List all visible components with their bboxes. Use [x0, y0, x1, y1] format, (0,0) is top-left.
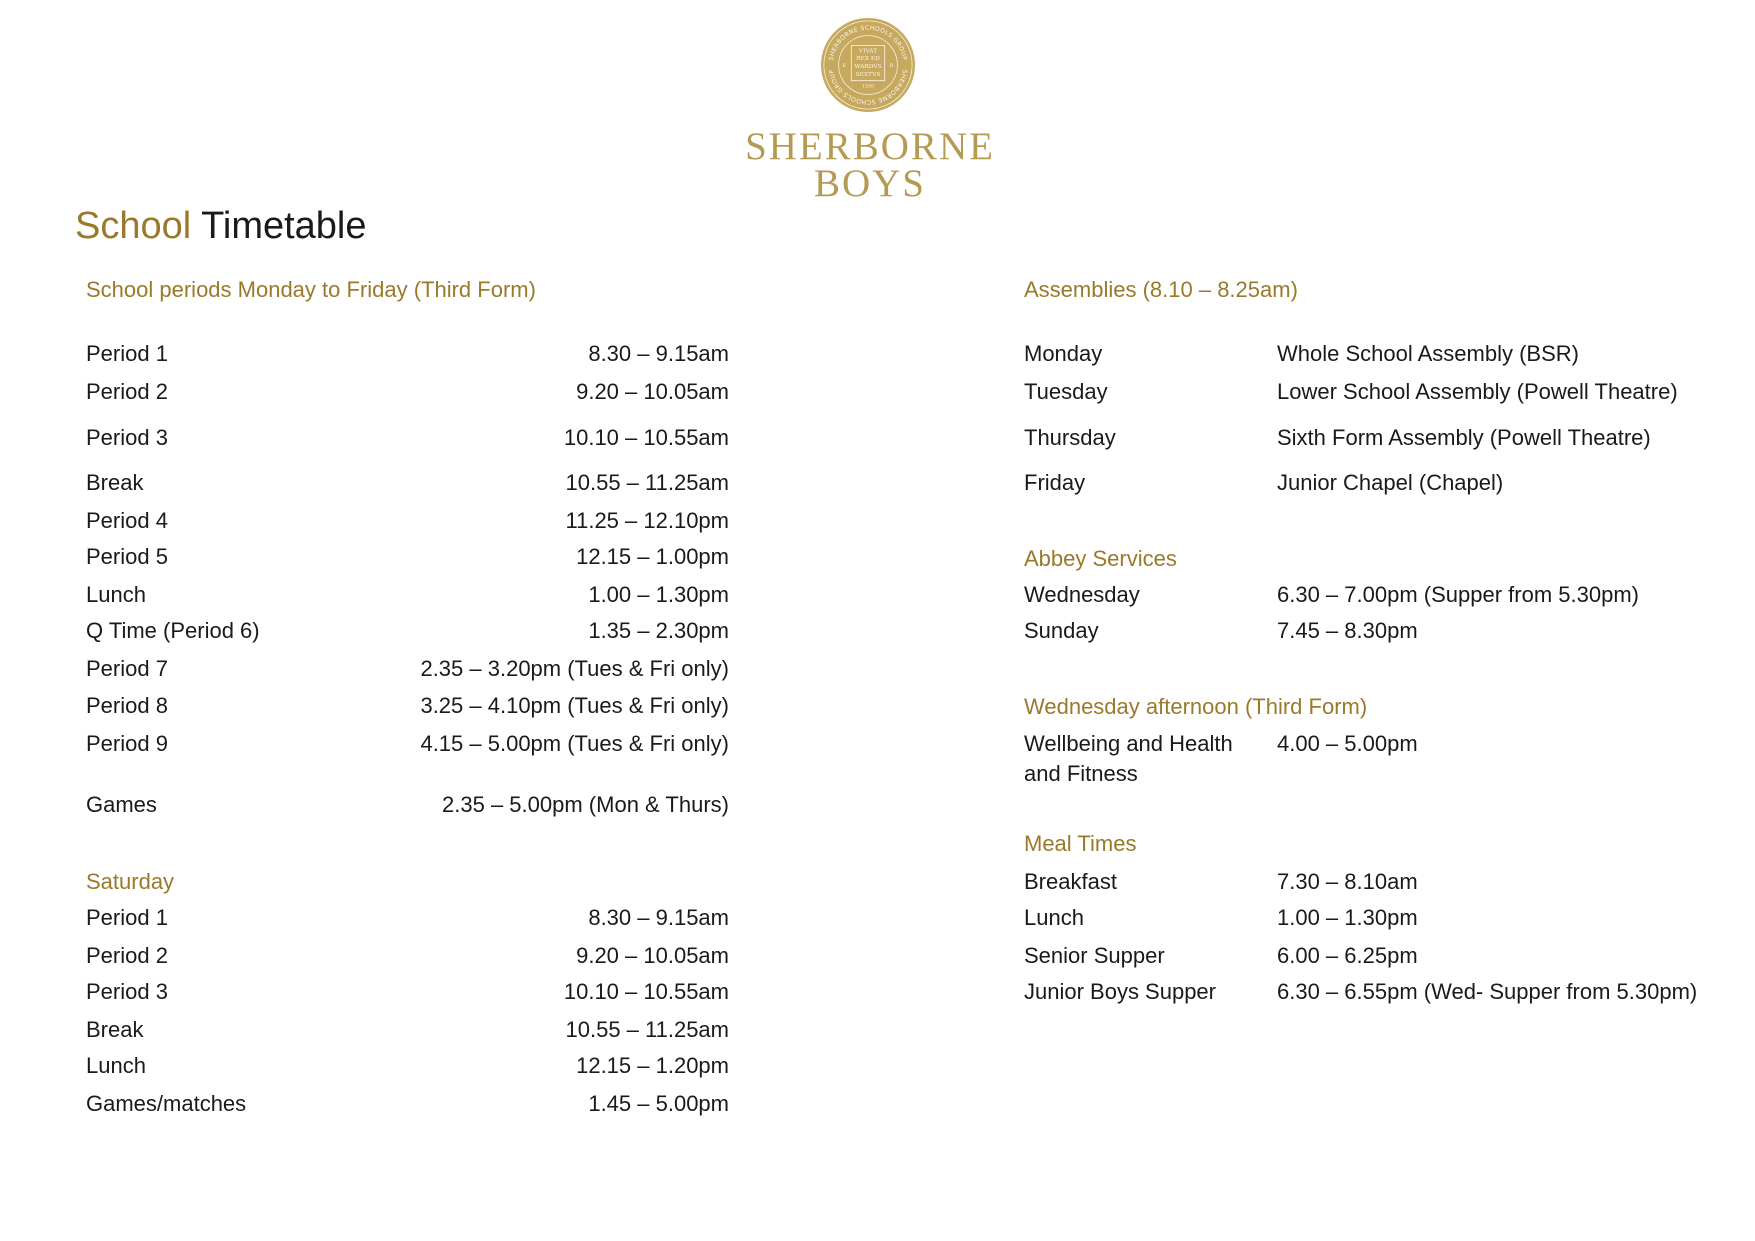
svg-text:1550: 1550	[861, 83, 875, 90]
period-label: Break	[86, 470, 144, 495]
activity-label-line2: and Fitness	[1024, 761, 1138, 786]
period-time: 10.55 – 11.25am	[565, 1017, 729, 1042]
meal-time: 7.30 – 8.10am	[1277, 869, 1418, 894]
period-label: Period 9	[86, 731, 168, 756]
period-time: 8.30 – 9.15am	[588, 341, 729, 366]
svg-text:SHERBORNE SCHOOLS GROUP: SHERBORNE SCHOOLS GROUP	[827, 24, 908, 62]
period-time: 10.10 – 10.55am	[563, 979, 729, 1004]
brand-name-line2: BOYS	[813, 162, 927, 205]
period-time: 9.20 – 10.05am	[576, 943, 729, 968]
period-time: 3.25 – 4.10pm (Tues & Fri only)	[420, 693, 729, 718]
meal-time: 1.00 – 1.30pm	[1277, 905, 1418, 930]
period-label: Period 4	[86, 508, 168, 533]
page-title	[75, 205, 367, 248]
period-time: 8.30 – 9.15am	[588, 905, 729, 930]
period-time: 11.25 – 12.10pm	[565, 508, 729, 533]
day-label: Tuesday	[1024, 379, 1108, 404]
page-title-timetable: Timetable	[191, 205, 367, 247]
period-time: 4.15 – 5.00pm (Tues & Fri only)	[420, 731, 729, 756]
period-label: Period 3	[86, 979, 168, 1004]
activity-label: Wellbeing and Health	[1024, 731, 1233, 756]
period-label: Lunch	[86, 1053, 146, 1078]
period-label: Period 7	[86, 656, 168, 681]
period-time: 1.00 – 1.30pm	[588, 582, 729, 607]
day-label: Wednesday	[1024, 582, 1140, 607]
meal-time: 6.00 – 6.25pm	[1277, 943, 1418, 968]
period-label: Break	[86, 1017, 144, 1042]
svg-text:WARDVS: WARDVS	[854, 63, 882, 70]
period-time: 1.35 – 2.30pm	[588, 618, 729, 643]
period-label: Period 8	[86, 693, 168, 718]
brand-name-line1: SHERBORNE	[745, 125, 995, 168]
period-label: Period 5	[86, 544, 168, 569]
period-time: 1.45 – 5.00pm	[588, 1091, 729, 1116]
period-time: 2.35 – 5.00pm (Mon & Thurs)	[442, 792, 729, 817]
wednesday-afternoon-heading: Wednesday afternoon (Third Form)	[1024, 694, 1368, 719]
period-time: 12.15 – 1.00pm	[576, 544, 729, 569]
service-time: 6.30 – 7.00pm (Supper from 5.30pm)	[1277, 582, 1639, 607]
meal-label: Lunch	[1024, 905, 1084, 930]
assemblies-heading: Assemblies (8.10 – 8.25am)	[1024, 277, 1298, 302]
abbey-services-heading: Abbey Services	[1024, 546, 1177, 571]
school-logo	[740, 16, 1000, 206]
day-label: Friday	[1024, 470, 1086, 495]
period-label: Period 3	[86, 425, 168, 450]
svg-text:VIVAT: VIVAT	[858, 48, 878, 55]
svg-text:R: R	[889, 62, 894, 69]
period-label: Period 1	[86, 905, 168, 930]
saturday-heading: Saturday	[86, 869, 175, 894]
period-time: 2.35 – 3.20pm (Tues & Fri only)	[420, 656, 729, 681]
period-time: 9.20 – 10.05am	[576, 379, 729, 404]
period-label: Games/matches	[86, 1091, 247, 1116]
school-crest-seal	[819, 16, 917, 114]
svg-text:SEXTVS: SEXTVS	[855, 71, 881, 78]
period-label: Period 1	[86, 341, 168, 366]
period-time: 12.15 – 1.20pm	[576, 1053, 729, 1078]
period-label: Period 2	[86, 379, 168, 404]
meal-times-heading: Meal Times	[1024, 831, 1137, 856]
period-label: Lunch	[86, 582, 146, 607]
meal-label: Breakfast	[1024, 869, 1117, 894]
day-label: Sunday	[1024, 618, 1099, 643]
assembly-detail: Lower School Assembly (Powell Theatre)	[1277, 379, 1678, 404]
svg-text:REX ED: REX ED	[856, 56, 880, 63]
meal-time: 6.30 – 6.55pm (Wed- Supper from 5.30pm)	[1277, 979, 1698, 1004]
page-title-school: School	[75, 205, 192, 247]
meal-label: Junior Boys Supper	[1024, 979, 1216, 1004]
activity-time: 4.00 – 5.00pm	[1277, 731, 1418, 756]
service-time: 7.45 – 8.30pm	[1277, 618, 1418, 643]
day-label: Monday	[1024, 341, 1103, 366]
svg-text:SHERBORNE SCHOOLS GROUP: SHERBORNE SCHOOLS GROUP	[828, 68, 909, 106]
period-time: 10.10 – 10.55am	[563, 425, 729, 450]
svg-text:E: E	[842, 62, 847, 69]
assembly-detail: Junior Chapel (Chapel)	[1277, 470, 1504, 495]
meal-label: Senior Supper	[1024, 943, 1165, 968]
assembly-detail: Sixth Form Assembly (Powell Theatre)	[1277, 425, 1651, 450]
weekday-heading: School periods Monday to Friday (Third Form)	[86, 277, 536, 302]
assembly-detail: Whole School Assembly (BSR)	[1277, 341, 1579, 366]
period-label: Period 2	[86, 943, 168, 968]
period-label: Q Time (Period 6)	[86, 618, 260, 643]
day-label: Thursday	[1024, 425, 1116, 450]
period-label: Games	[86, 792, 157, 817]
period-time: 10.55 – 11.25am	[565, 470, 729, 495]
